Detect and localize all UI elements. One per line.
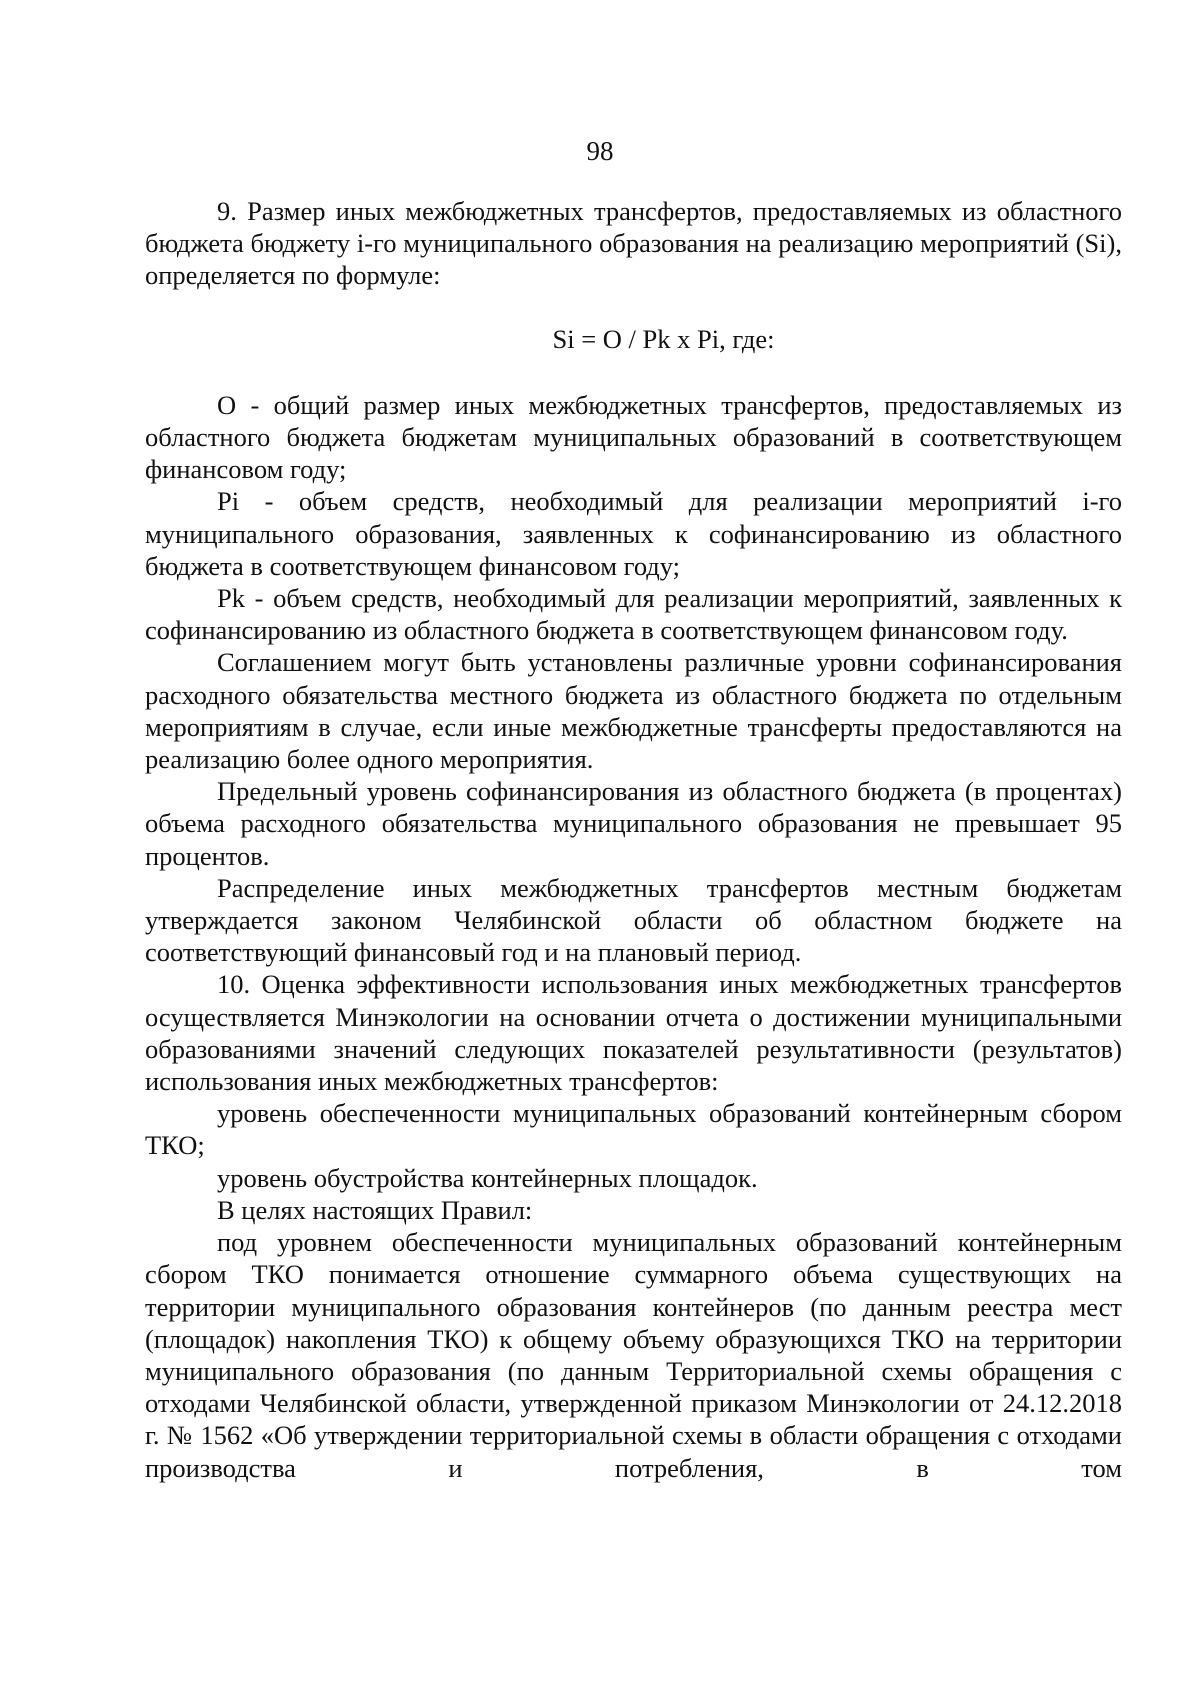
paragraph-agreement-levels: Соглашением могут быть установлены различные уровни софинансирования расходного обязательства местного бюджета из областного бюджета по отдельным мероприятиям в случае, если иные межбюджетные трансферты предоставляются на реализацию более одного мероприятия.: [145, 647, 1122, 775]
formula: Si = O / Pk x Pi, где:: [552, 323, 775, 354]
paragraph-distribution: Распределение иных межбюджетных трансфертов местным бюджетам утверждается законом Челябинской области об областном бюджете на соответствующий финансовый год и на плановый период.: [145, 872, 1122, 968]
paragraph-definition-o: О - общий размер иных межбюджетных трансфертов, предоставляемых из областного бюджета бюджетам муниципальных образований в соответствующем финансовом году;: [145, 389, 1122, 485]
paragraph-indicator-site-arrangement: уровень обустройства контейнерных площадок.: [217, 1162, 758, 1193]
paragraph-definition-pi: Pi - объем средств, необходимый для реализации мероприятий i-го муниципального образования, заявленных к софинансированию из областного бюджета в соответствующем финансовом году;: [145, 486, 1122, 581]
paragraph-indicator-container-collection: уровень обеспеченности муниципальных образований контейнерным сбором ТКО;: [145, 1098, 1122, 1161]
paragraph-definition-pk: Pk - объем средств, необходимый для реализации мероприятий, заявленных к софинансированию из областного бюджета в соответствующем финансовом году.: [145, 583, 1122, 646]
document-body: [145, 195, 1122, 1484]
paragraph-purposes: В целях настоящих Правил:: [217, 1194, 533, 1225]
paragraph-max-cofinancing: Предельный уровень софинансирования из областного бюджета (в процентах) объема расходного обязательства муниципального образования не превышает 95 процентов.: [145, 776, 1122, 871]
page-number: 98: [586, 136, 614, 166]
paragraph-item-9: 9. Размер иных межбюджетных трансфертов, предоставляемых из областного бюджета бюджету i-го муниципального образования на реализацию мероприятий (Si), определяется по формуле:: [145, 196, 1122, 291]
paragraph-definition-provision-level: под уровнем обеспеченности муниципальных образований контейнерным сбором ТКО понимается отношение суммарного объема существующих на территории муниципального образования контейнеров (по данным реестра мест (площадок) накопления ТКО) к общему объему образующихся ТКО на территории муниципального образования (по данным Территориальной схемы обращения с отходами Челябинской области, утвержденной приказом Минэкологии от 24.12.2018 г. № 1562 «Об утверждении территориальной схемы в области обращения с отходами производства и потребления, в том: [145, 1227, 1122, 1483]
paragraph-item-10: 10. Оценка эффективности использования иных межбюджетных трансфертов осуществляется Минэкологии на основании отчета о достижении муниципальными образованиями значений следующих показателей результативности (результатов) использования иных межбюджетных трансфертов:: [145, 969, 1122, 1097]
